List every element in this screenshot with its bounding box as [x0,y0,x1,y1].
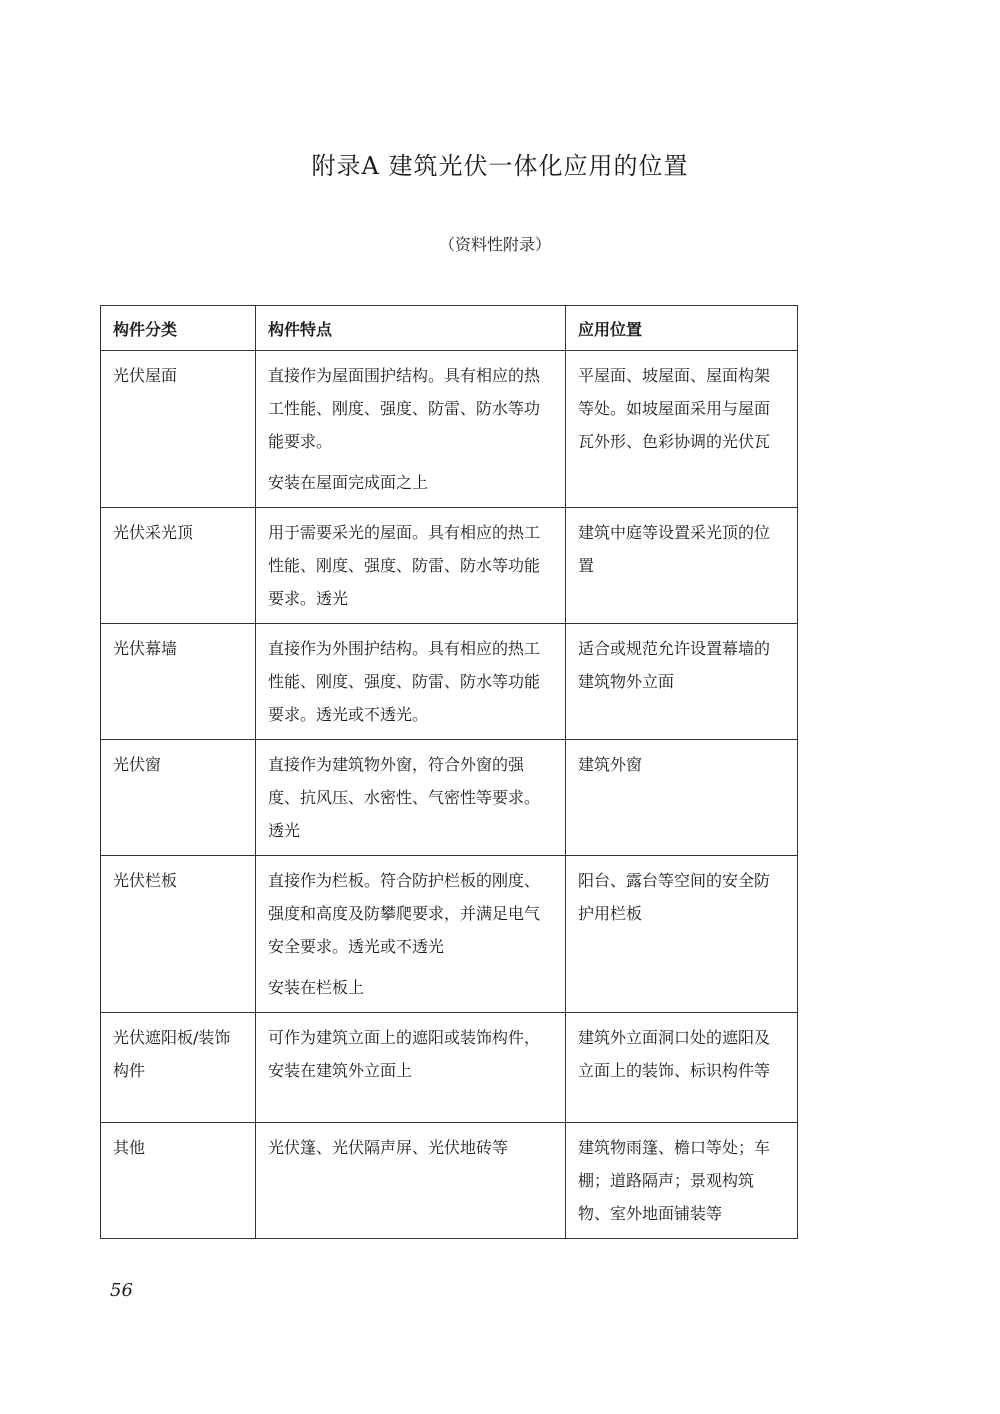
cell-location: 建筑物雨篷、檐口等处；车棚；道路隔声；景观构筑物、室外地面铺装等 [566,1123,798,1239]
cell-feature [256,508,566,624]
cell-category: 光伏采光顶 [101,508,256,624]
cell-feature [256,856,566,1013]
feature-text: 直接作为屋面围护结构。具有相应的热工性能、刚度、强度、防雷、防水等功能要求。 [268,366,541,451]
appendix-table [100,305,798,1239]
cell-feature [256,1013,566,1123]
cell-location: 阳台、露台等空间的安全防护用栏板 [566,856,798,1013]
table-row [101,1013,798,1123]
cell-category: 光伏屋面 [101,351,256,508]
cell-feature [256,740,566,856]
page-subtitle: （资料性附录） [438,235,551,254]
table-header-row [101,306,798,351]
cell-location: 建筑外窗 [566,740,798,856]
cell-category: 光伏遮阳板/装饰构件 [101,1013,256,1123]
feature-text: 直接作为外围护结构。具有相应的热工性能、刚度、强度、防雷、防水等功能要求。透光或不透光。 [268,639,541,724]
cell-category: 光伏栏板 [101,856,256,1013]
header-feature: 构件特点 [256,306,566,351]
feature-text: 可作为建筑立面上的遮阳或装饰构件，安装在建筑外立面上 [268,1028,541,1080]
cell-feature [256,1123,566,1239]
table-row [101,624,798,740]
cell-location: 平屋面、坡屋面、屋面构架等处。如坡屋面采用与屋面瓦外形、色彩协调的光伏瓦 [566,351,798,508]
cell-feature [256,351,566,508]
page-number: 56 [110,1280,133,1301]
table-row [101,856,798,1013]
table-row [101,1123,798,1239]
feature-extra-text: 安装在屋面完成面之上 [268,473,429,492]
cell-location: 适合或规范允许设置幕墙的建筑物外立面 [566,624,798,740]
cell-category: 光伏幕墙 [101,624,256,740]
feature-text: 光伏篷、光伏隔声屏、光伏地砖等 [268,1138,509,1157]
table-row [101,351,798,508]
cell-feature [256,624,566,740]
cell-category: 光伏窗 [101,740,256,856]
cell-location: 建筑外立面洞口处的遮阳及立面上的装饰、标识构件等 [566,1013,798,1123]
feature-text: 直接作为建筑物外窗，符合外窗的强度、抗风压、水密性、气密性等要求。透光 [268,755,541,840]
feature-text: 用于需要采光的屋面。具有相应的热工性能、刚度、强度、防雷、防水等功能要求。透光 [268,523,541,608]
table-row [101,508,798,624]
cell-location: 建筑中庭等设置采光顶的位置 [566,508,798,624]
feature-extra-text: 安装在栏板上 [268,978,365,997]
page-title: 附录A 建筑光伏一体化应用的位置 [311,152,689,180]
cell-category: 其他 [101,1123,256,1239]
feature-text: 直接作为栏板。符合防护栏板的刚度、强度和高度及防攀爬要求，并满足电气安全要求。透光或不透光 [268,871,541,956]
header-category: 构件分类 [101,306,256,351]
header-location: 应用位置 [566,306,798,351]
table-row [101,740,798,856]
